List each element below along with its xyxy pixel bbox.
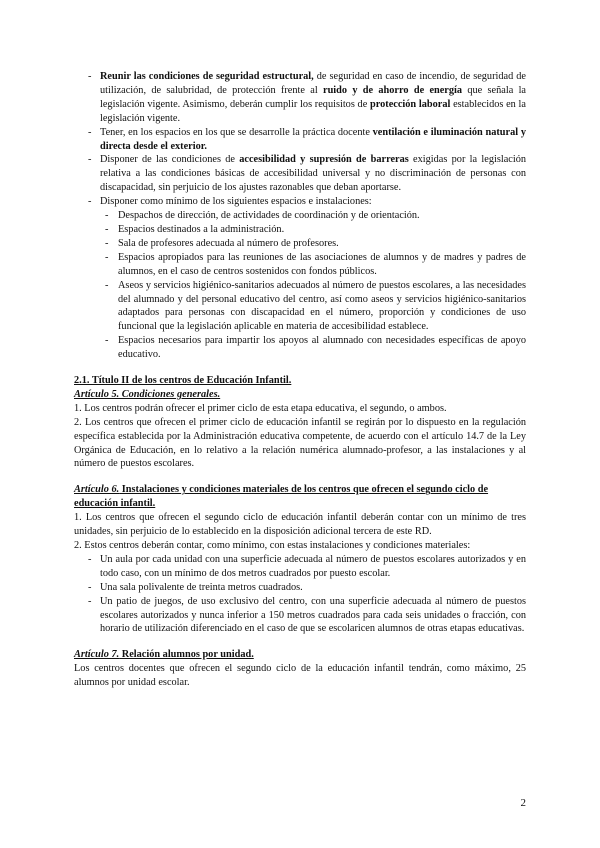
article-7-paragraph-1: Los centros docentes que ofrecen el segundo ciclo de la educación infantil tendrán, como máximo, 25 alumnos por unidad escolar.	[74, 663, 526, 689]
article-6-paragraph-2: 2. Estos centros deberán contar, como mínimo, con estas instalaciones y condiciones materiales:	[74, 540, 471, 551]
article-7-title-text: Relación alumnos por unidad.	[119, 649, 254, 661]
text-fragment: Tener, en los espacios en los que se desarrolle la práctica docente	[100, 126, 373, 138]
text-fragment: Reunir las condiciones de seguridad estructural,	[100, 71, 314, 82]
article-5-title: Artículo 5. Condiciones generales.	[74, 388, 221, 400]
text-fragment: Disponer como mínimo de los siguientes espacios e instalaciones:	[100, 196, 372, 208]
requirement-item	[74, 195, 526, 362]
section-title	[74, 374, 526, 388]
text-fragment: accesibilidad y supresión de barreras	[239, 154, 409, 166]
page-number: 2	[520, 797, 526, 809]
facility-item: - Espacios destinados a la administración.	[74, 223, 526, 237]
article-6-title-number: Artículo 6.	[74, 484, 120, 496]
text-fragment: Disponer de las condiciones de	[100, 154, 240, 166]
article-5-paragraph-1: 1. Los centros podrán ofrecer el primer ciclo de esta etapa educativa, el segundo, o ambos.	[74, 402, 447, 414]
facility-item: - Sala de profesores adecuada al número de profesores.	[74, 237, 526, 251]
facilities-sublist	[74, 209, 526, 362]
article-6-title-text: Instalaciones y condiciones materiales de los centros que ofrecen el segundo ciclo de educación infantil.	[74, 484, 489, 510]
facility-item: - Despachos de dirección, de actividades de coordinación y de orientación.	[74, 209, 526, 223]
facility-item: - Espacios apropiados para las reuniones de las asociaciones de alumnos y de madres y padres de alumnos, en el caso de centros sostenidos con fondos públicos.	[74, 251, 526, 279]
article-7-title-number: Artículo 7.	[74, 649, 120, 661]
article-5-paragraph-2: 2. Los centros que ofrecen el primer ciclo de educación infantil se regirán por lo dispuesto en la regulación específica establecida por la Administración educativa competente, de acuerdo con el artículo 14.7 de la Ley Orgánica de Educación, en lo relativo a la relación numérica alumnado-profesor, a las instalaciones y al número de puestos escolares.	[74, 416, 526, 470]
requirement-item	[74, 153, 526, 195]
text-fragment: establecidos en la legislación vigente.	[100, 98, 526, 124]
article-6-paragraph-1: 1. Los centros que ofrecen el segundo ciclo de educación infantil deberán contar con un mínimo de tres unidades, sin perjuicio de lo establecido en la disposición adicional tercera de este RD.	[74, 512, 526, 538]
text-fragment: que señala la legislación vigente. Asimismo, deberán cumplir los requisitos de	[100, 84, 526, 110]
text-fragment: exigidas por la legislación relativa a las condiciones básicas de accesibilidad universal y no discriminación de personas con discapacidad, sin perjuicio de los ajustes razonables que deban aportarse.	[100, 154, 526, 194]
text-fragment: de seguridad en caso de incendio, de seguridad de utilización, de salubridad, de protección frente al	[100, 71, 526, 96]
article-7-title	[74, 648, 526, 662]
requirements-list	[74, 70, 526, 362]
text-fragment: ventilación e iluminación natural y directa desde el exterior.	[100, 126, 526, 152]
section-title-text: 2.1. Título II de los centros de Educación Infantil.	[74, 375, 292, 387]
article-6-list	[74, 553, 526, 636]
requirement-item	[74, 126, 526, 154]
article-6-item: - Una sala polivalente de treinta metros cuadrados.	[74, 581, 526, 595]
facility-item: - Aseos y servicios higiénico-sanitarios adecuados al número de puestos escolares, a las necesidades del alumnado y del personal educativo del centro, así como aseos y servicios higiénico-sanitarios adaptados para personas con discapacidad en el número, proporción y condiciones de uso funcional que la legislación aplicable en materia de accesibilidad establece.	[74, 279, 526, 335]
article-6-title	[74, 483, 526, 511]
text-fragment: ruido y de ahorro de energía	[323, 84, 463, 96]
facility-item: - Espacios necesarios para impartir los apoyos al alumnado con necesidades específicas de apoyo educativo.	[74, 334, 526, 362]
article-6-item: - Un patio de juegos, de uso exclusivo del centro, con una superficie adecuada al número de puestos escolares autorizados y nunca inferior a 150 metros cuadrados para cada seis unidades o fracción, con horario de utilización diferenciado en el caso de que se escolaricen alumnos de otras etapas educativas.	[74, 595, 526, 637]
document-page	[74, 70, 526, 690]
requirement-item	[74, 70, 526, 126]
article-6-item: - Un aula por cada unidad con una superficie adecuada al número de puestos escolares autorizados y en todo caso, con un mínimo de dos metros cuadrados por puesto escolar.	[74, 553, 526, 581]
text-fragment: protección laboral	[370, 98, 451, 110]
